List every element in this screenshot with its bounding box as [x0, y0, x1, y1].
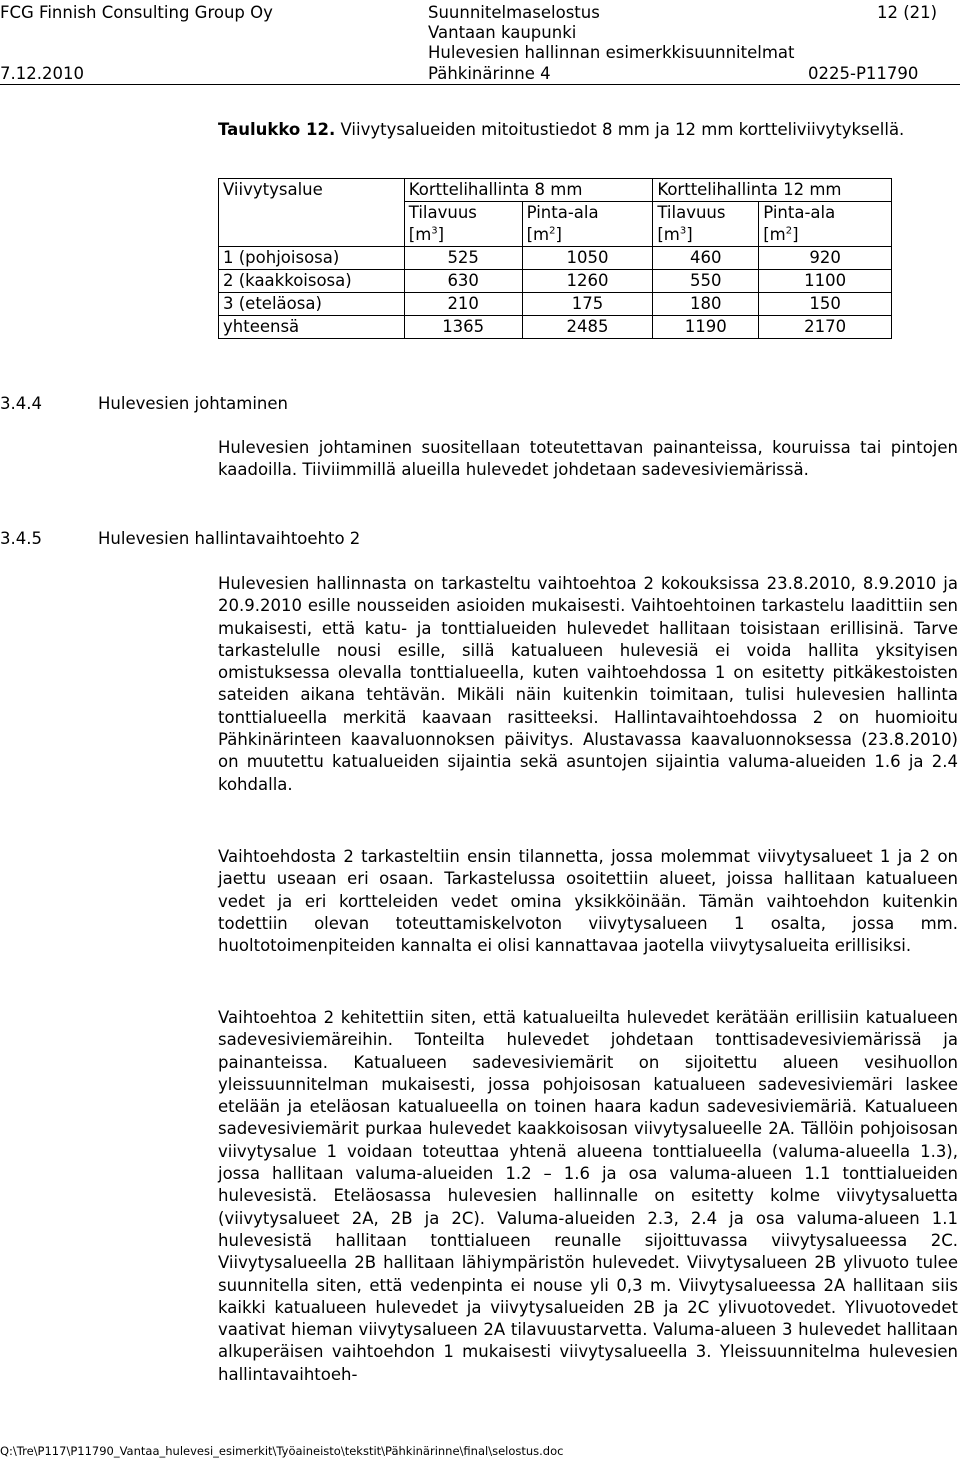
row-area-8mm: 1050 [522, 247, 653, 270]
row-name: 3 (eteläosa) [219, 293, 405, 316]
row-area-12mm: 1100 [759, 270, 892, 293]
header-group-8mm: Korttelihallinta 8 mm [404, 179, 653, 202]
paragraph: Vaihtoehtoa 2 kehitettiin siten, että katualueilta hulevedet kerätään erillisiin katualueen sadevesiviemäreihin. Tonteilta hulevedet johdetaan tonttisadevesiviemärissä ja painanteissa. Katualueen sadevesiviemärit on sijoitettu alueen vesihuollon yleissuunnitelman mukaisesti, jossa pohjoisosan katualueen sadevesiviemäri laskee etelään ja eteläosan katualueella on toinen haara kadun sadevesiviemäriä. Katualueen sadevesiviemärit purkaa hulevedet kaakkoisosan viivytysalueelle 2A. Tällöin pohjoisosan viivytysalue 1 voidaan toteuttaa yhtenä alueena tonttialueella (valuma-alueella 1.3), jossa hallitaan valuma-alueiden 1.2 – 1.6 ja osa valuma-alueen 1.1 tonttialueiden hulevesistä. Eteläosassa hulevesien hallinnalle on esitetty kolme viivytysaluetta (viivytysalueet 2A, 2B ja 2C). Valuma-alueiden 2.3, 2.4 ja osa valuma-alueen 1.1 hulevesistä hallitaan tonttialueen reunalle sijoittuvassa viivytysalueessa 2C. Viivytysalueella 2B hallitaan lähiympäristön hulevedet. Viivytysalueen 2B ylivuoto tulee suunnitella siten, että vedenpinta ei nouse yli 0,3 m. Viivytysalueessa 2A hallitaan siis kaikki katualueen hulevedet ja viivytysalueiden 2B ja 2C ylivuotovedet. Ylivuotovedet vaativat hieman viivytysalueen 2A tilavuustarvetta. Valuma-alueen 3 hulevedet hallitaan alkuperäisen vaihtoehdon 1 mukaisesti viivytysalueella 3. Yleissuunnitelma hulevesien hallintavaihtoeh- [218, 1008, 958, 1384]
row-name: yhteensä [219, 316, 405, 339]
document-date: 7.12.2010 [0, 64, 84, 83]
document-subject: Hulevesien hallinnan esimerkkisuunnitelmat [428, 43, 795, 62]
row-volume-8mm: 525 [404, 247, 522, 270]
section-345-body-3 [218, 1007, 958, 1386]
row-area-12mm: 2170 [759, 316, 892, 339]
header-area-8mm: Pinta-ala $[m^2]$ [522, 202, 653, 247]
row-area-8mm: 2485 [522, 316, 653, 339]
table-row [219, 247, 892, 270]
table-row [219, 293, 892, 316]
table-header-row [219, 179, 892, 202]
client-name: Vantaan kaupunki [428, 23, 577, 42]
table-caption [218, 118, 958, 141]
row-area-12mm: 920 [759, 247, 892, 270]
header-area: Viivytysalue [219, 179, 405, 247]
section-345-body [218, 573, 958, 796]
row-name: 2 (kaakkoisosa) [219, 270, 405, 293]
file-path-footer: Q:\Tre\P117\P11790_Vantaa_hulevesi_esimerkit\Työaineisto\tekstit\Pähkinärinne\final\selostus.doc [0, 1444, 564, 1458]
row-volume-8mm: 1365 [404, 316, 522, 339]
page-number: 12 (21) [877, 3, 938, 22]
row-area-12mm: 150 [759, 293, 892, 316]
header-divider [0, 84, 960, 85]
section-title: Hulevesien hallintavaihtoehto 2 [98, 529, 361, 548]
header-area-12mm: Pinta-ala $[m^2]$ [759, 202, 892, 247]
paragraph: Vaihtoehdosta 2 tarkasteltiin ensin tilannetta, jossa molemmat viivytysalueet 1 ja 2 on jaettu useaan eri osaan. Tarkastelussa osoitettiin alueet, joissa hallitaan katualueen vedet ja eri kortteleiden vedet omina yksikköinään. Tämän vaihtoehdon kuitenkin todettiin olevan toteuttamiskelvoton viivytysalueen 1 osalta, jossa mm. huoltotoimenpiteiden kannalta ei olisi kannattavaa jaotella viivytysalueita erillisiksi. [218, 847, 958, 956]
paragraph: Hulevesien hallinnasta on tarkasteltu vaihtoehtoa 2 kokouksissa 23.8.2010, 8.9.2010 ja 20.9.2010 esille nousseiden asioiden mukaisesti. Vaihtoehtoinen tarkastelu laadittiin sen mukaisesti, että katu- ja tonttialueiden hulevedet hallitaan toisistaan erillisinä. Tarve tarkastelulle nousi esille, sillä katualueen hulevesiä ei voida hallita yksityisen omistuksessa olevalla tonttialueella, kuten vaihtoehdossa 1 on esitetty pitkäkestoisten sateiden aikana tehtävän. Mikäli näin kuitenkin toimitaan, tulisi hulevesien hallinta tonttialueella merkitä kaavaan rasitteeksi. Hallintavaihtoehdossa 2 on huomioitu Pähkinärinteen kaavaluonnoksen päivitys. Alustavassa kaavaluonnoksessa (23.8.2010) on muutettu katualueiden sijaintia sekä asuntojen sijaintia valuma-alueiden 1.6 ja 2.4 kohdalla. [218, 574, 958, 794]
plan-area: Pähkinärinne 4 [428, 64, 551, 83]
project-code: 0225-P11790 [808, 64, 919, 83]
header-volume-12mm: Tilavuus $[m^3]$ [653, 202, 759, 247]
table-caption-label: Taulukko 12. [218, 120, 336, 139]
section-344-body [218, 437, 958, 482]
table-row-total [219, 316, 892, 339]
row-area-8mm: 1260 [522, 270, 653, 293]
section-heading-345 [0, 528, 360, 550]
table-caption-text: Viivytysalueiden mitoitustiedot 8 mm ja 12 mm kortteliviivytyksellä. [340, 120, 905, 139]
row-volume-12mm: 180 [653, 293, 759, 316]
table-row [219, 270, 892, 293]
section-title: Hulevesien johtaminen [98, 394, 288, 413]
section-345-body-2 [218, 846, 958, 957]
row-name: 1 (pohjoisosa) [219, 247, 405, 270]
row-volume-8mm: 210 [404, 293, 522, 316]
row-area-8mm: 175 [522, 293, 653, 316]
paragraph: Hulevesien johtaminen suositellaan toteutettavan painanteissa, kouruissa tai pintojen kaadoilla. Tiiviimmillä alueilla hulevedet johdetaan sadevesiviemärissä. [218, 438, 958, 480]
row-volume-12mm: 460 [653, 247, 759, 270]
document-type: Suunnitelmaselostus [428, 3, 600, 22]
section-number: 3.4.5 [0, 529, 42, 548]
retention-table [218, 178, 892, 339]
company-name: FCG Finnish Consulting Group Oy [0, 3, 273, 22]
header-volume-8mm: Tilavuus $[m^3]$ [404, 202, 522, 247]
section-heading-344 [0, 393, 288, 415]
row-volume-8mm: 630 [404, 270, 522, 293]
row-volume-12mm: 1190 [653, 316, 759, 339]
row-volume-12mm: 550 [653, 270, 759, 293]
header-group-12mm: Korttelihallinta 12 mm [653, 179, 892, 202]
section-number: 3.4.4 [0, 394, 42, 413]
